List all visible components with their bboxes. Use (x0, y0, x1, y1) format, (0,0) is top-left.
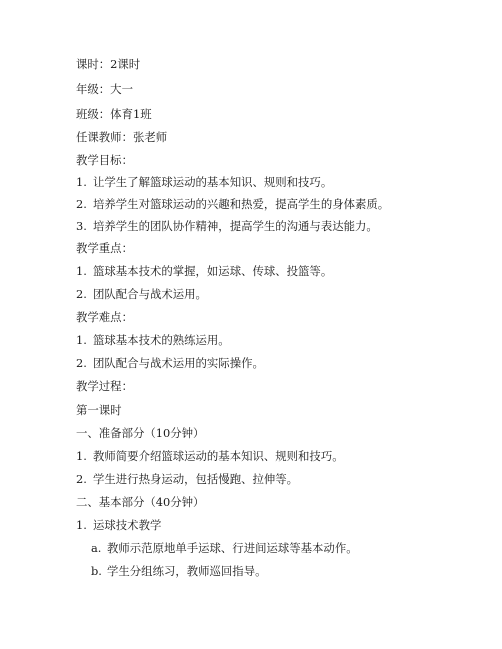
grade-line (76, 82, 133, 96)
item-number: 2. (76, 287, 87, 301)
preparation-item (76, 472, 298, 486)
line-text: 篮球基本技术的熟练运用。 (93, 333, 230, 347)
lesson-heading (76, 403, 122, 417)
difficulty-item (76, 356, 264, 370)
line-text: 教学目标： (76, 153, 133, 167)
teacher-line (76, 130, 167, 144)
section-heading-difficulties (76, 310, 133, 324)
line-text: 年级：大一 (76, 82, 133, 96)
line-text: 团队配合与战术运用的实际操作。 (93, 356, 264, 370)
line-text: 运球技术教学 (93, 518, 162, 532)
line-text: 教学过程： (76, 379, 133, 393)
objective-item (76, 197, 389, 211)
line-text: 教学重点： (76, 241, 133, 255)
basic-item (76, 518, 161, 532)
objective-item (76, 175, 332, 189)
sub-item (91, 564, 266, 578)
line-text: 篮球基本技术的掌握，如运球、传球、投篮等。 (93, 264, 333, 278)
sub-item (91, 541, 358, 555)
line-text: 第一课时 (76, 403, 122, 417)
line-text: 教师示范原地单手运球、行进间运球等基本动作。 (107, 541, 358, 555)
part-heading-basic (76, 495, 204, 509)
section-heading-objectives (76, 153, 133, 167)
difficulty-item (76, 333, 230, 347)
item-letter: b. (91, 564, 102, 578)
line-text: 团队配合与战术运用。 (93, 287, 207, 301)
class-line (76, 107, 152, 121)
item-number: 3. (76, 219, 87, 233)
item-number: 1. (76, 333, 87, 347)
item-number: 2. (76, 472, 87, 486)
objective-item (76, 219, 378, 233)
line-text: 教师简要介绍篮球运动的基本知识、规则和技巧。 (93, 449, 344, 463)
section-heading-process (76, 379, 133, 393)
line-text: 学生分组练习，教师巡回指导。 (107, 564, 267, 578)
item-number: 2. (76, 356, 87, 370)
key-point-item (76, 287, 207, 301)
line-text: 任课教师：张老师 (76, 130, 168, 144)
item-number: 1. (76, 264, 87, 278)
line-text: 课时：2课时 (76, 57, 141, 71)
item-number: 1. (76, 449, 87, 463)
part-heading-preparation (76, 426, 204, 440)
preparation-item (76, 449, 344, 463)
item-number: 1. (76, 175, 87, 189)
line-text: 让学生了解篮球运动的基本知识、规则和技巧。 (93, 175, 333, 189)
line-text: 培养学生对篮球运动的兴趣和热爱，提高学生的身体素质。 (93, 197, 390, 211)
key-point-item (76, 264, 332, 278)
item-number: 1. (76, 518, 87, 532)
line-text: 学生进行热身运动，包括慢跑、拉伸等。 (93, 472, 299, 486)
item-number: 2. (76, 197, 87, 211)
line-text: 培养学生的团队协作精神，提高学生的沟通与表达能力。 (93, 219, 378, 233)
item-letter: a. (91, 541, 102, 555)
line-text: 二、基本部分（40分钟） (76, 495, 205, 509)
section-heading-key-points (76, 241, 133, 255)
line-text: 教学难点： (76, 310, 133, 324)
lesson-hours-line (76, 57, 140, 71)
line-text: 班级：体育1班 (76, 107, 152, 121)
line-text: 一、准备部分（10分钟） (76, 426, 205, 440)
